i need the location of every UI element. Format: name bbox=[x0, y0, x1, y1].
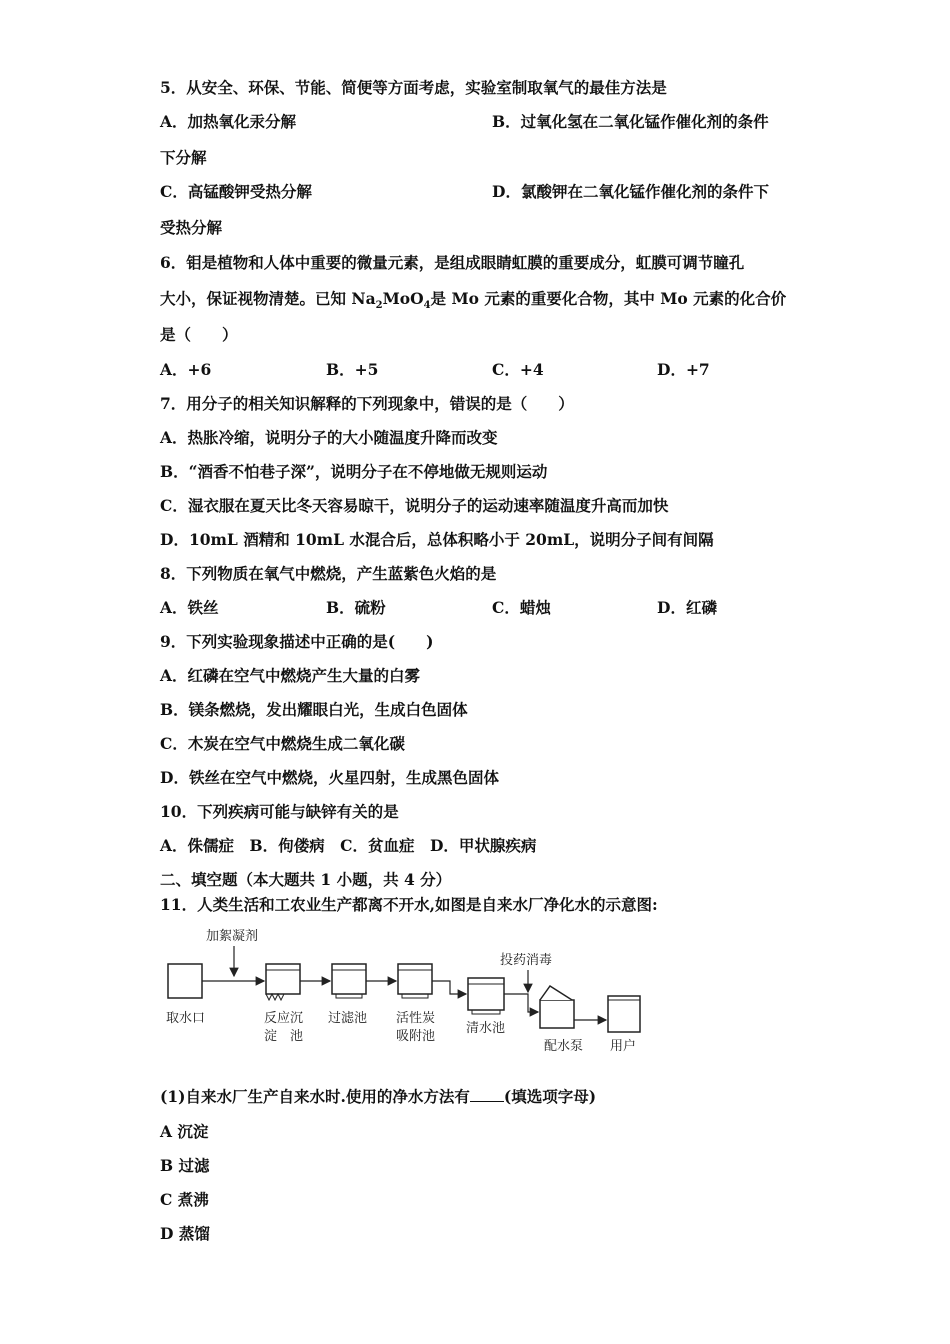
q6-stem-line1: 6．钼是植物和人体中重要的微量元素，是组成眼睛虹膜的重要成分，虹膜可调节瞳孔 bbox=[160, 253, 745, 272]
q5-option-b-cont: 下分解 bbox=[160, 148, 207, 167]
q11-sub1-text: (1)自来水厂生产自来水时.使用的净水方法有 bbox=[160, 1087, 470, 1106]
q7-option-c: C．湿衣服在夏天比冬天容易晾干，说明分子的运动速率随温度升高而加快 bbox=[160, 496, 669, 515]
label-pump: 配水泵 bbox=[544, 1039, 584, 1054]
q10-options: A．侏儒症 B．佝偻病 C．贫血症 D．甲状腺疾病 bbox=[160, 836, 537, 855]
q6-text: MoO bbox=[382, 289, 424, 308]
q5-option-b: B．过氧化氢在二氧化锰作催化剂的条件 bbox=[492, 112, 769, 131]
q6-stem-line2 bbox=[160, 289, 786, 316]
q11-option-a: A 沉淀 bbox=[160, 1122, 209, 1141]
q9-option-d: D．铁丝在空气中燃烧，火星四射，生成黑色固体 bbox=[160, 768, 499, 787]
q5-option-d: D．氯酸钾在二氧化锰作催化剂的条件下 bbox=[492, 182, 769, 201]
q11-sub1 bbox=[160, 1087, 596, 1107]
q11-stem: 11．人类生活和工农业生产都离不开水,如图是自来水厂净化水的示意图: bbox=[160, 895, 658, 914]
label-clear: 清水池 bbox=[466, 1021, 506, 1036]
clear-water-tank bbox=[468, 978, 504, 1014]
q8-option-a: A．铁丝 bbox=[160, 598, 219, 617]
water-treatment-diagram bbox=[160, 924, 650, 1059]
user-box bbox=[608, 996, 640, 1032]
q5-option-d-cont: 受热分解 bbox=[160, 218, 223, 237]
q10-stem: 10．下列疾病可能与缺锌有关的是 bbox=[160, 802, 399, 821]
q6-option-b: B．+5 bbox=[326, 360, 379, 379]
q11-option-d: D 蒸馏 bbox=[160, 1224, 210, 1243]
label-user: 用户 bbox=[610, 1039, 637, 1054]
q6-option-a: A．+6 bbox=[160, 360, 212, 379]
q6-option-d: D．+7 bbox=[657, 360, 710, 379]
q6-text: 大小，保证视物清楚。已知 Na bbox=[160, 289, 376, 308]
flow-arrow bbox=[504, 994, 538, 1012]
label-add-coagulant: 加絮凝剂 bbox=[206, 929, 259, 944]
q5-option-c: C．高锰酸钾受热分解 bbox=[160, 182, 312, 201]
q8-option-c: C．蜡烛 bbox=[492, 598, 551, 617]
q7-option-d: D．10mL 酒精和 10mL 水混合后，总体积略小于 20mL，说明分子间有间隔 bbox=[160, 530, 714, 549]
q11-option-b: B 过滤 bbox=[160, 1156, 210, 1175]
reaction-tank bbox=[266, 964, 300, 1000]
q7-option-a: A．热胀冷缩，说明分子的大小随温度升降而改变 bbox=[160, 428, 498, 447]
q9-option-a: A．红磷在空气中燃烧产生大量的白雾 bbox=[160, 666, 421, 685]
subscript: 2 bbox=[375, 300, 383, 312]
q8-stem: 8．下列物质在氧气中燃烧，产生蓝紫色火焰的是 bbox=[160, 564, 497, 583]
q6-text: 是 Mo 元素的重要化合物，其中 Mo 元素的化合价 bbox=[430, 289, 787, 308]
q5-option-a: A．加热氧化汞分解 bbox=[160, 112, 297, 131]
filter-tank bbox=[332, 964, 366, 998]
flow-arrow bbox=[432, 981, 466, 994]
label-filter: 过滤池 bbox=[328, 1011, 368, 1026]
label-carbon-2: 吸附池 bbox=[396, 1029, 436, 1044]
q7-stem: 7．用分子的相关知识解释的下列现象中，错误的是（ ） bbox=[160, 394, 574, 413]
label-carbon-1: 活性炭 bbox=[396, 1011, 436, 1026]
carbon-tank bbox=[398, 964, 432, 998]
subscript: 4 bbox=[423, 300, 431, 312]
q7-option-b: B．“酒香不怕巷子深”，说明分子在不停地做无规则运动 bbox=[160, 462, 548, 481]
q9-stem: 9．下列实验现象描述中正确的是( ) bbox=[160, 632, 434, 651]
section-heading: 二、填空题（本大题共 1 小题，共 4 分） bbox=[160, 870, 452, 889]
q9-option-b: B．镁条燃烧，发出耀眼白光，生成白色固体 bbox=[160, 700, 468, 719]
q6-option-c: C．+4 bbox=[492, 360, 544, 379]
q11-option-c: C 煮沸 bbox=[160, 1190, 209, 1209]
q6-stem-line3: 是（ ） bbox=[160, 325, 238, 344]
q8-option-b: B．硫粉 bbox=[326, 598, 386, 617]
q11-sub1-text: (填选项字母) bbox=[503, 1087, 597, 1106]
answer-blank[interactable] bbox=[470, 1087, 504, 1102]
q5-stem: 5．从安全、环保、节能、简便等方面考虑，实验室制取氧气的最佳方法是 bbox=[160, 78, 667, 97]
label-reaction-1: 反应沉 bbox=[264, 1011, 304, 1026]
label-disinfect: 投药消毒 bbox=[500, 953, 553, 968]
label-reaction-2: 淀 池 bbox=[264, 1029, 304, 1044]
q9-option-c: C．木炭在空气中燃烧生成二氧化碳 bbox=[160, 734, 405, 753]
label-intake: 取水口 bbox=[166, 1011, 206, 1026]
q8-option-d: D．红磷 bbox=[657, 598, 717, 617]
pump bbox=[540, 986, 574, 1028]
intake-box bbox=[168, 964, 202, 998]
